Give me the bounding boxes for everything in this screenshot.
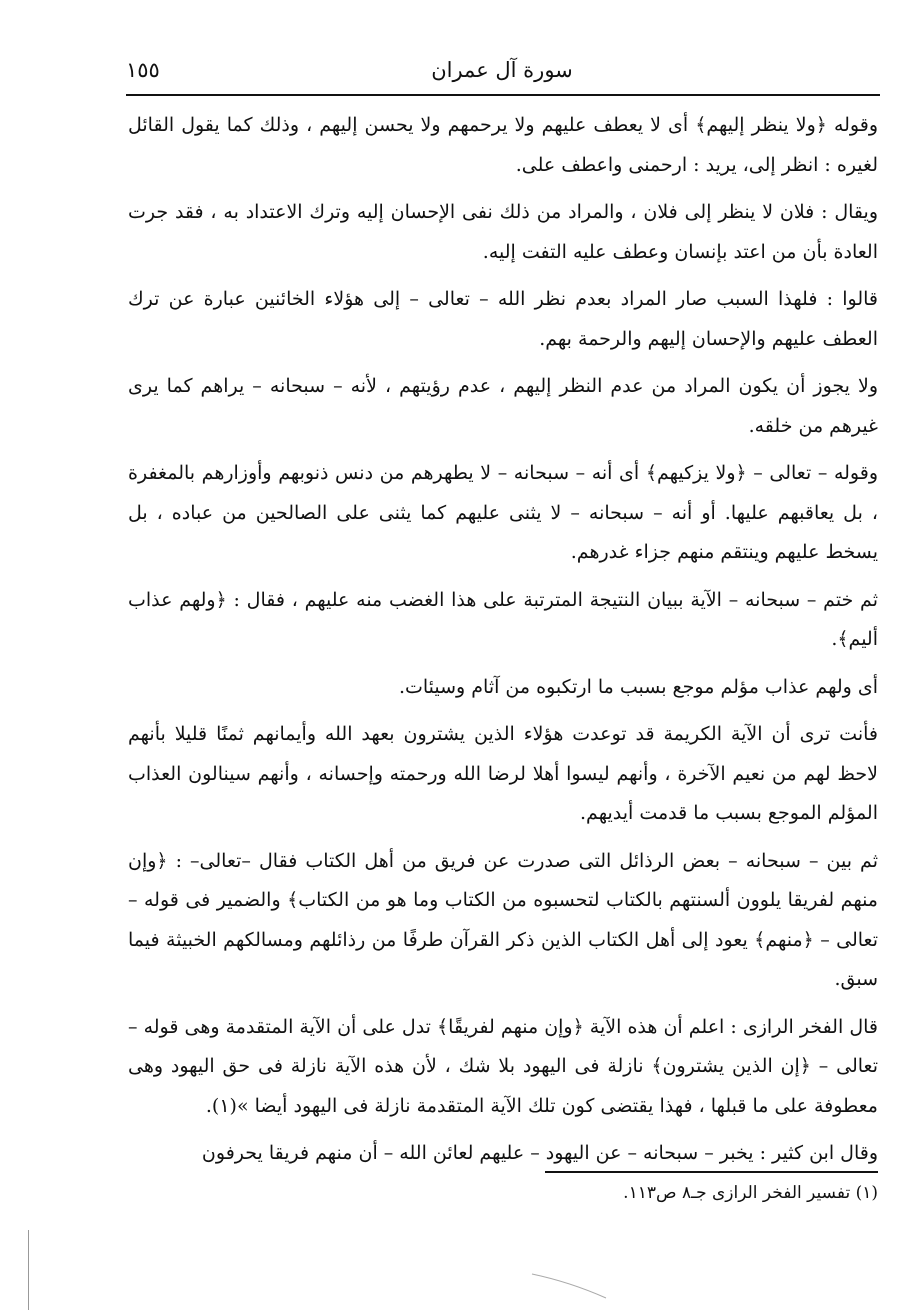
paragraph: ولا يجوز أن يكون المراد من عدم النظر إليهم ، عدم رؤيتهم ، لأنه – سبحانه – يراهم كما يرى غيرهم من خلقه. xyxy=(128,375,878,437)
footnote: (١) تفسير الفخر الرازى جـ٨ ص١١٣. xyxy=(623,1183,878,1203)
paragraph: وقوله ﴿ولا ينظر إليهم﴾ أى لا يعطف عليهم ولا يرحمهم ولا يحسن إليهم ، وذلك كما يقول القائل لغيره : انظر إلى، يريد : ارحمنى واعطف على. xyxy=(128,114,878,176)
scan-margin-mark xyxy=(28,1230,29,1310)
paragraph: ويقال : فلان لا ينظر إلى فلان ، والمراد من ذلك نفى الإحسان إليه وترك الاعتداد به ، فقد جرت العادة بأن من اعتد بإنسان وعطف عليه التفت إليه. xyxy=(128,201,878,263)
paragraph: قال الفخر الرازى : اعلم أن هذه الآية ﴿وإن منهم لفريقًا﴾ تدل على أن الآية المتقدمة وهى قوله – تعالى – ﴿إن الذين يشترون﴾ نازلة فى اليهود بلا شك ، لأن هذه الآية نازلة فى حق اليهود وهى معطوفة على ما قبلها ، فهذا يقتضى كون تلك الآية المتقدمة نازلة فى اليهود أيضا »(١). xyxy=(128,1015,878,1117)
paragraph: قالوا : فلهذا السبب صار المراد بعدم نظر الله – تعالى – إلى هؤلاء الخائنين عبارة عن ترك العطف عليهم والإحسان إليهم والرحمة بهم. xyxy=(128,288,878,350)
paragraph: فأنت ترى أن الآية الكريمة قد توعدت هؤلاء الذين يشترون بعهد الله وأيمانهم ثمنًا قليلا بأنهم لاحظ لهم من نعيم الآخرة ، وأنهم ليسوا أهلا لرضا الله ورحمته وإحسانه ، وأنهم سينالون العذاب المؤلم الموجع بسبب ما قدمت أيديهم. xyxy=(128,723,878,824)
body-text xyxy=(128,106,878,1182)
paragraph: ثم ختم – سبحانه – الآية ببيان النتيجة المترتبة على هذا الغضب منه عليهم ، فقال : ﴿ولهم عذاب أليم﴾. xyxy=(128,588,878,650)
scan-artifact xyxy=(530,1270,610,1300)
footnote-divider xyxy=(545,1171,878,1173)
page-number: ١٥٥ xyxy=(126,58,160,82)
surah-title: سورة آل عمران xyxy=(431,58,573,82)
header-divider xyxy=(126,94,880,96)
paragraph: وقوله – تعالى – ﴿ولا يزكيهم﴾ أى أنه – سبحانه – لا يطهرهم من دنس ذنوبهم وأوزارهم بالمغفرة ، بل يعاقبهم عليها. أو أنه – سبحانه – لا يثنى عليهم كما يثنى على الصالحين من عباده ، بل يسخط عليهم وينتقم منهم جزاء غدرهم. xyxy=(128,462,878,563)
paragraph: ثم بين – سبحانه – بعض الرذائل التى صدرت عن فريق من أهل الكتاب فقال –تعالى– : ﴿وإن منهم لفريقا يلوون ألسنتهم بالكتاب لتحسبوه من الكتاب وما هو من الكتاب﴾ والضمير فى قوله – تعالى – ﴿منهم﴾ يعود إلى أهل الكتاب الذين ذكر القرآن طرفًا من رذائلهم ومسالكهم الخبيثة فيما سبق. xyxy=(128,849,878,990)
paragraph: وقال ابن كثير : يخبر – سبحانه – عن اليهود – عليهم لعائن الله – أن منهم فريقا يحرفون xyxy=(201,1142,878,1164)
paragraph: أى ولهم عذاب مؤلم موجع بسبب ما ارتكبوه من آثام وسيئات. xyxy=(398,675,878,698)
page-header xyxy=(126,58,878,92)
